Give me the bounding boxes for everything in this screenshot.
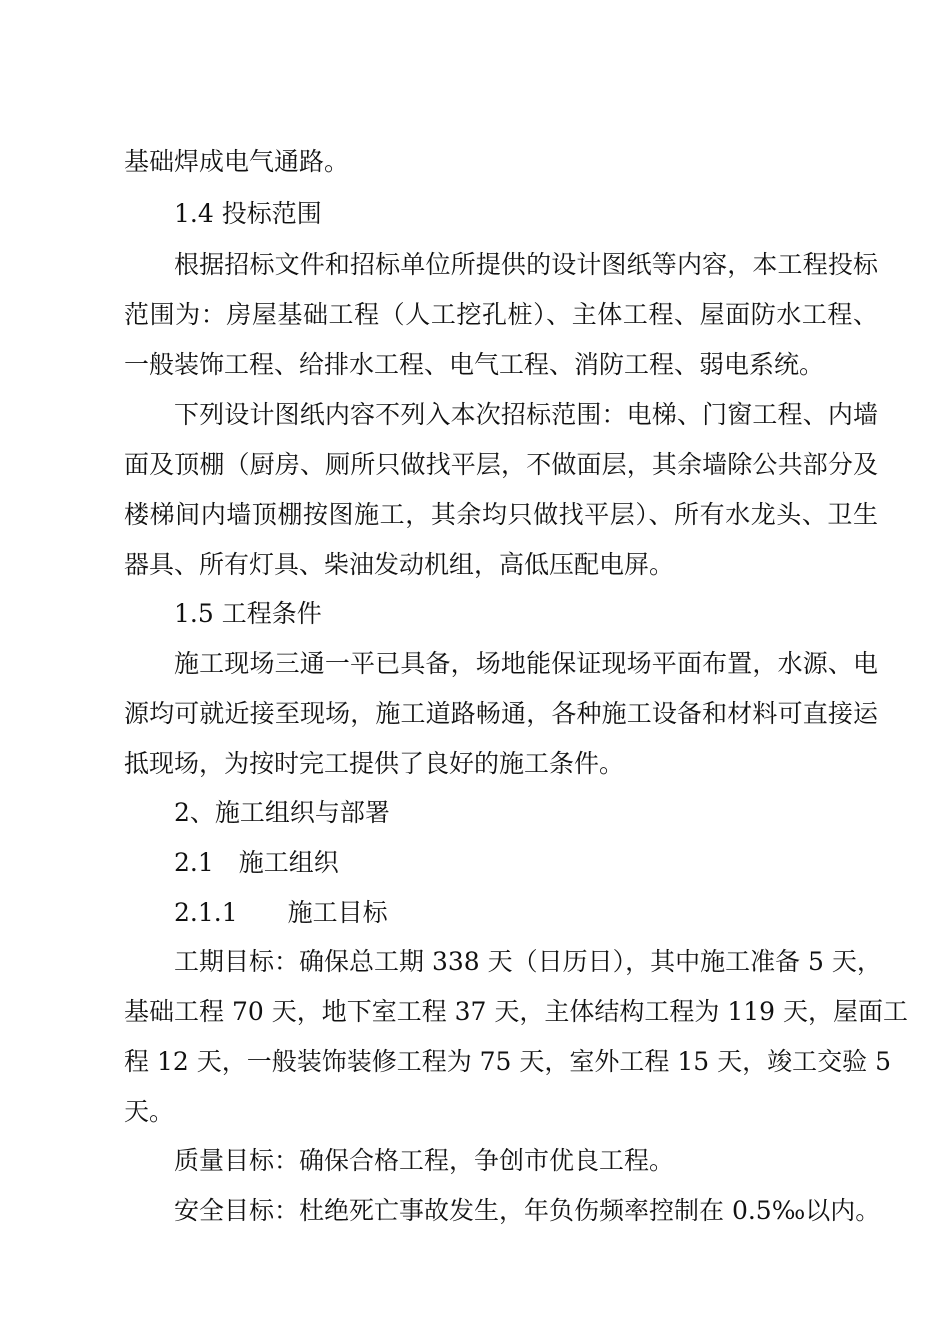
paragraph-excluded-line-3: 楼梯间内墙顶棚按图施工，其余均只做找平层）、所有水龙头、卫生 [124, 500, 878, 529]
paragraph-safety-goal: 安全目标：杜绝死亡事故发生，年负伤频率控制在 0.5‰以内。 [174, 1196, 881, 1225]
paragraph-bid-scope-line-1: 根据招标文件和招标单位所提供的设计图纸等内容，本工程投标 [174, 250, 878, 279]
heading-1-5-project-conditions: 1.5 工程条件 [174, 599, 322, 628]
paragraph-schedule-line-1: 工期目标：确保总工期 338 天（日历日），其中施工准备 5 天， [174, 947, 882, 976]
paragraph-conditions-line-1: 施工现场三通一平已具备，场地能保证现场平面布置，水源、电 [174, 649, 878, 678]
paragraph-excluded-line-1: 下列设计图纸内容不列入本次招标范围：电梯、门窗工程、内墙 [174, 400, 878, 429]
paragraph-schedule-line-4: 天。 [124, 1097, 175, 1126]
paragraph-excluded-line-2: 面及顶棚（厨房、厕所只做找平层，不做面层，其余墙除公共部分及 [124, 450, 878, 479]
paragraph-bid-scope-line-2: 范围为：房屋基础工程（人工挖孔桩）、主体工程、屋面防水工程、 [124, 300, 878, 329]
text-line-foundation-welding: 基础焊成电气通路。 [124, 147, 350, 176]
heading-2-1-construction-organization: 2.1 施工组织 [174, 848, 339, 877]
paragraph-schedule-line-3: 程 12 天，一般装饰装修工程为 75 天，室外工程 15 天，竣工交验 5 [124, 1047, 891, 1076]
heading-2-1-1-construction-goals: 2.1.1 施工目标 [174, 898, 388, 927]
paragraph-bid-scope-line-3: 一般装饰工程、给排水工程、电气工程、消防工程、弱电系统。 [124, 350, 825, 379]
paragraph-conditions-line-3: 抵现场，为按时完工提供了良好的施工条件。 [124, 749, 625, 778]
heading-1-4-bid-scope: 1.4 投标范围 [174, 199, 322, 228]
paragraph-quality-goal: 质量目标：确保合格工程，争创市优良工程。 [174, 1146, 675, 1175]
paragraph-excluded-line-4: 器具、所有灯具、柴油发动机组，高低压配电屏。 [124, 550, 675, 579]
heading-2-organization-deployment: 2、施工组织与部署 [174, 798, 390, 827]
paragraph-schedule-line-2: 基础工程 70 天，地下室工程 37 天，主体结构工程为 119 天，屋面工 [124, 997, 909, 1026]
paragraph-conditions-line-2: 源均可就近接至现场，施工道路畅通，各种施工设备和材料可直接运 [124, 699, 878, 728]
